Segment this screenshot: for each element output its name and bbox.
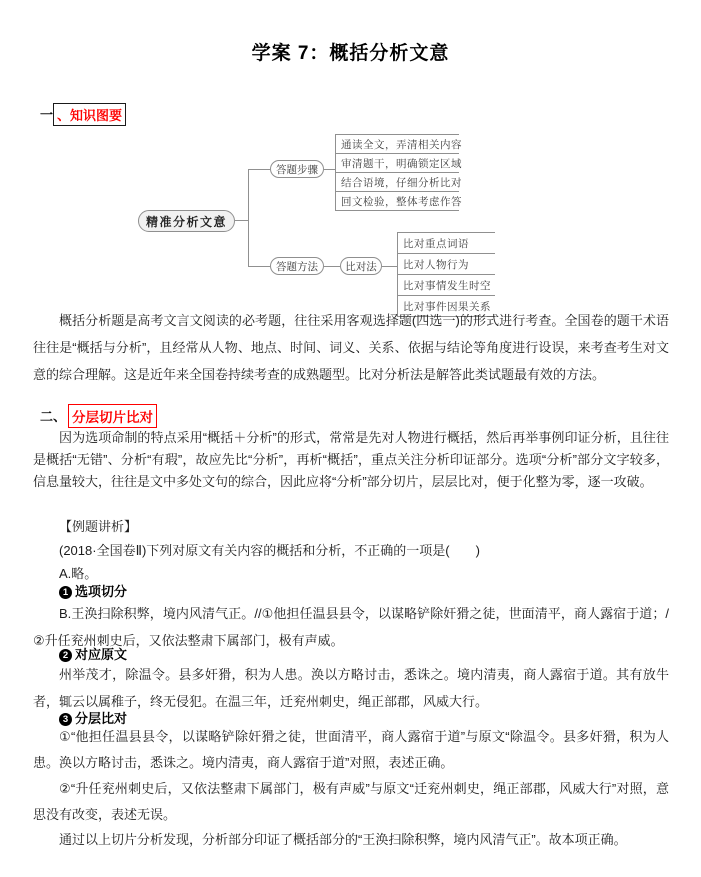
example-header: 【例题讲析】 [59, 519, 138, 534]
conclusion-paragraph: 通过以上切片分析发现，分析部分印证了概括部分的“王涣扫除积弊，境内风清气正”。故本项正确。 [59, 832, 627, 847]
intro-paragraph: 概括分析题是高考文言文阅读的必考题，往往采用客观选择题(四选一)的形式进行考查。全国卷的题干术语往往是“概括与分析”，且经常从人物、地点、时间、词义、关系、依据与结论等角度进行设误，来考查考生对文意的综合理解。这是近年来全国卷持续考查的成熟题型。比对分析法是解答此类试题最有效的方法。 [33, 313, 669, 382]
comparison2-paragraph: ②“升任兖州刺史后，又依法整肃下属部门，极有声威”与原文“迁兖州刺史，绳正部郡，风威大行”对照，意思没有改变，表述无误。 [33, 781, 669, 822]
section2-number: 二、 [40, 409, 67, 424]
circled-number-1-icon: 1 [59, 586, 72, 599]
connector-trunk-line [248, 169, 249, 267]
knowledge-map-diagram [33, 126, 669, 318]
diagram-steps-item: 结合语境，仔细分析比对 [336, 173, 459, 192]
step3-label: 分层比对 [75, 711, 128, 726]
section1-heading [40, 103, 126, 126]
question-text: (2018·全国卷Ⅱ)下列对原文有关内容的概括和分析，不正确的一项是( ) [59, 543, 480, 558]
option-b-text: B.王涣扫除积弊，境内风清气正。//①他担任温县县令，以谋略铲除奸猾之徒，世面清平，商人露宿于道；/②升任兖州刺史后，又依法整肃下属部门，极有声威。 [33, 606, 669, 648]
section1-number: 一 [40, 107, 54, 122]
section2-label-box: 分层切片比对 [68, 404, 157, 428]
section1-label-box: 、知识图要 [53, 103, 126, 126]
comparison1-paragraph: ①“他担任温县县令，以谋略铲除奸猾之徒，世面清平，商人露宿于道”与原文“除温令。县多奸猾，积为人患。涣以方略讨击，悉诛之。境内清夷，商人露宿于道”对照，表述正确。 [33, 729, 669, 770]
source-text-paragraph: 州举茂才，除温令。县多奸猾，积为人患。涣以方略讨击，悉诛之。境内清夷，商人露宿于道。其有放牛者，辄云以属稚子，终无侵犯。在温三年，迁兖州刺史，绳正部郡，风威大行。 [33, 667, 669, 709]
diagram-compare-item: 比对重点词语 [398, 233, 495, 254]
connector-line [248, 169, 270, 170]
section2-heading [40, 404, 157, 428]
page-title: 学案 7：概括分析文意 [251, 43, 450, 64]
circled-number-3-icon: 3 [59, 713, 72, 726]
diagram-compare-item: 比对事情发生时空 [398, 275, 495, 296]
diagram-compare-method-node: 比对法 [340, 257, 382, 275]
diagram-compare-list [397, 232, 495, 317]
step2-label: 对应原文 [75, 647, 128, 662]
diagram-root-node: 精准分析文意 [138, 210, 235, 232]
step1-label: 选项切分 [75, 584, 128, 599]
section2-paragraph: 因为选项命制的特点采用“概括＋分析”的形式，常常是先对人物进行概括，然后再举事例印证分析，且往往是概括“无错”、分析“有瑕”，故应先比“分析”，再析“概括”，重点关注分析印证部分。选项“分析”部分文字较多，信息量较大，往往是文中多处文句的综合，因此应将“分析”部分切片，层层比对，便于化整为零，逐一攻破。 [33, 430, 669, 489]
diagram-steps-item: 审清题干，明确锁定区域 [336, 154, 459, 173]
diagram-steps-item: 通读全文，弄清相关内容 [336, 135, 459, 154]
diagram-methods-node: 答题方法 [270, 257, 324, 275]
diagram-steps-item: 回文检验，整体考虑作答 [336, 192, 459, 211]
option-a-text: A.略。 [59, 566, 98, 581]
connector-line [248, 266, 270, 267]
diagram-compare-item: 比对事件因果关系 [398, 296, 495, 317]
connector-line [382, 266, 397, 267]
diagram-steps-list [335, 134, 462, 211]
circled-number-2-icon: 2 [59, 649, 72, 662]
connector-line [235, 220, 248, 221]
step1-title [33, 582, 669, 602]
diagram-steps-node: 答题步骤 [270, 160, 324, 178]
connector-line [324, 169, 335, 170]
diagram-compare-item: 比对人物行为 [398, 254, 495, 275]
connector-line [324, 266, 340, 267]
